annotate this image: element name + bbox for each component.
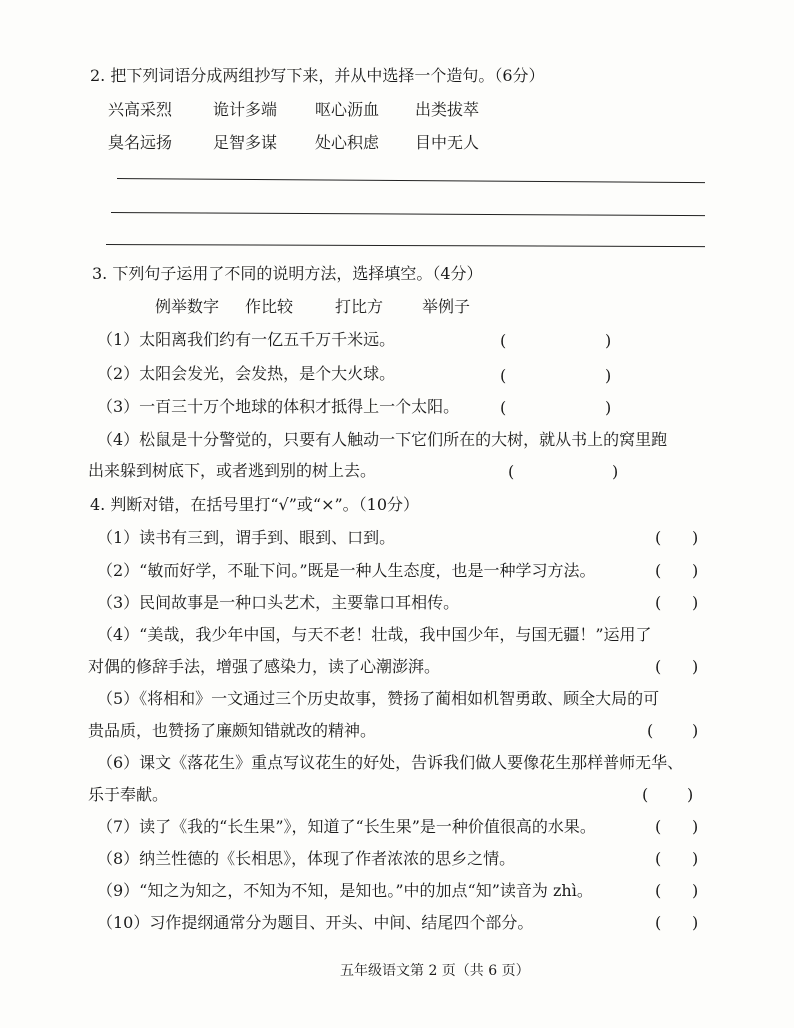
page-footer: 五年级语文第 2 页（共 6 页）: [340, 963, 530, 979]
q3-option: 作比较: [245, 297, 294, 316]
answer-bracket-close: ): [612, 462, 619, 481]
q4-item: （5）《将相和》一文通过三个历史故事，赞扬了蔺相如机智勇敢、顾全大局的可: [97, 689, 660, 708]
q4-item: （4）“美哉，我少年中国，与天不老！壮哉，我中国少年，与国无疆！”运用了: [97, 625, 652, 644]
answer-bracket-close: ): [692, 528, 699, 547]
q2-word: 臭名远扬: [108, 133, 173, 152]
answer-bracket-open[interactable]: (: [655, 657, 662, 676]
q2-word: 兴高采烈: [108, 100, 173, 119]
answer-bracket-close: ): [687, 785, 694, 804]
answer-line[interactable]: [117, 178, 705, 183]
answer-bracket-close: ): [692, 849, 699, 868]
answer-bracket-open[interactable]: (: [500, 331, 507, 350]
q4-title: 4. 判断对错，在括号里打“√”或“×”。（10分）: [90, 495, 420, 514]
answer-bracket-close: ): [692, 657, 699, 676]
answer-bracket-close: ): [605, 398, 612, 417]
answer-bracket-open[interactable]: (: [642, 785, 649, 804]
q2-word: 呕心沥血: [315, 100, 380, 119]
answer-bracket-open[interactable]: (: [508, 462, 515, 481]
q4-item: （2）“敏而好学，不耻下问。”既是一种人生态度，也是一种学习方法。: [97, 561, 596, 580]
q3-item-cont: 出来躲到树底下，或者逃到别的树上去。: [88, 461, 377, 480]
answer-bracket-close: ): [692, 881, 699, 900]
q4-item-cont: 贵品质，也赞扬了廉颇知错就改的精神。: [88, 721, 377, 740]
answer-bracket-open[interactable]: (: [655, 561, 662, 580]
answer-bracket-open[interactable]: (: [655, 881, 662, 900]
answer-bracket-open[interactable]: (: [647, 721, 654, 740]
q3-option: 例举数字: [155, 297, 220, 316]
q3-item: （4）松鼠是十分警觉的，只要有人触动一下它们所在的大树，就从书上的窝里跑: [97, 430, 668, 449]
q4-item: （8）纳兰性德的《长相思》，体现了作者浓浓的思乡之情。: [97, 849, 516, 868]
q4-item: （9）“知之为知之，不知为不知，是知也。”中的加点“知”读音为 zhì。: [97, 881, 593, 900]
answer-bracket-close: ): [692, 913, 699, 932]
answer-bracket-close: ): [605, 331, 612, 350]
q3-item: （3）一百三十万个地球的体积才抵得上一个太阳。: [97, 397, 460, 416]
q2-word: 目中无人: [415, 133, 480, 152]
answer-bracket-close: ): [692, 817, 699, 836]
q2-word: 足智多谋: [213, 133, 278, 152]
answer-bracket-open[interactable]: (: [655, 593, 662, 612]
q4-item: （1）读书有三到，谓手到、眼到、口到。: [97, 528, 396, 547]
q4-item-cont: 乐于奉献。: [88, 785, 169, 804]
answer-bracket-close: ): [692, 561, 699, 580]
q2-title: 2. 把下列词语分成两组抄写下来，并从中选择一个造句。（6分）: [90, 66, 545, 85]
answer-bracket-close: ): [692, 593, 699, 612]
q2-word: 诡计多端: [213, 100, 278, 119]
answer-bracket-open[interactable]: (: [655, 817, 662, 836]
q4-item-cont: 对偶的修辞手法，增强了感染力，读了心潮澎湃。: [88, 657, 441, 676]
q4-item: （7）读了《我的“长生果”》，知道了“长生果”是一种价值很高的水果。: [97, 817, 596, 836]
answer-line[interactable]: [111, 212, 705, 216]
q4-item: （6）课文《落花生》重点写议花生的好处，告诉我们做人要像花生那样普师无华、: [97, 753, 684, 772]
q3-title: 3. 下列句子运用了不同的说明方法，选择填空。（4分）: [92, 264, 483, 283]
answer-bracket-close: ): [605, 366, 612, 385]
answer-bracket-open[interactable]: (: [500, 366, 507, 385]
q3-option: 举例子: [422, 297, 471, 316]
answer-bracket-open[interactable]: (: [655, 849, 662, 868]
answer-bracket-open[interactable]: (: [500, 398, 507, 417]
q3-item: （2）太阳会发光，会发热，是个大火球。: [97, 364, 396, 383]
answer-bracket-open[interactable]: (: [655, 528, 662, 547]
q3-option: 打比方: [335, 297, 384, 316]
q3-item: （1）太阳离我们约有一亿五千万千米远。: [97, 330, 396, 349]
q2-word: 出类拔萃: [415, 100, 480, 119]
answer-bracket-close: ): [692, 721, 699, 740]
q4-item: （3）民间故事是一种口头艺术，主要靠口耳相传。: [97, 593, 460, 612]
q2-word: 处心积虑: [315, 133, 380, 152]
answer-bracket-open[interactable]: (: [655, 913, 662, 932]
answer-line[interactable]: [106, 244, 705, 247]
q4-item: （10）习作提纲通常分为题目、开头、中间、结尾四个部分。: [97, 913, 534, 932]
